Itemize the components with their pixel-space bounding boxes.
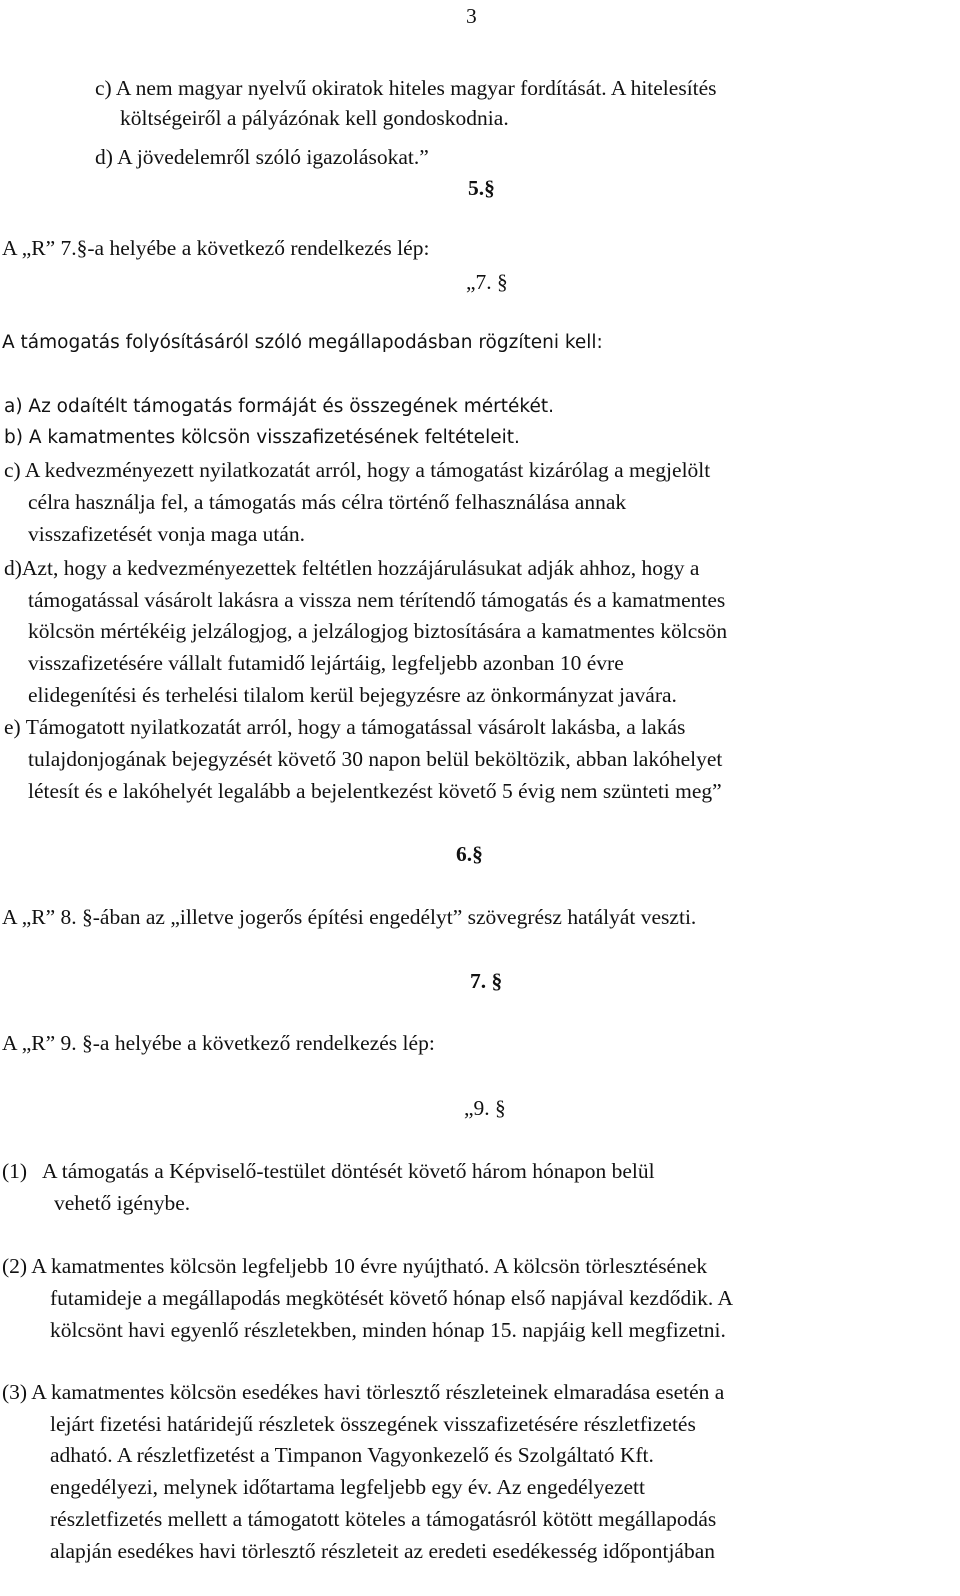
- list-item-d-line5: elidegenítési és terhelési tilalom kerül bejegyzésre az önkormányzat javára.: [28, 683, 677, 707]
- list-item-d-line4: visszafizetésére vállalt futamidő lejártáig, legfeljebb azonban 10 évre: [28, 651, 624, 675]
- list-item-e-line2: tulajdonjogának bejegyzését követő 30 napon belül beköltözik, abban lakóhelyet: [28, 747, 723, 771]
- clause-2-line3: kölcsönt havi egyenlő részletekben, minden hónap 15. napjáig kell megfizetni.: [50, 1318, 726, 1342]
- text-line-intro: A támogatás folyósításáról szóló megállapodásban rögzíteni kell:: [2, 332, 603, 353]
- text-line-c2: költségeiről a pályázónak kell gondoskodnia.: [120, 106, 509, 130]
- section-heading-6: 6.§: [456, 842, 483, 866]
- list-item-e-line1: e) Támogatott nyilatkozatát arról, hogy a támogatással vásárolt lakásba, a lakás: [4, 715, 686, 739]
- clause-3-line2: lejárt fizetési határidejű részletek összegének visszafizetésére részletfizetés: [50, 1412, 696, 1436]
- page-number: 3: [466, 4, 477, 28]
- paragraph-heading-9: „9. §: [464, 1096, 506, 1120]
- list-item-b: b) A kamatmentes kölcsön visszafizetésének feltételeit.: [4, 427, 520, 448]
- section-heading-7: 7. §: [470, 969, 503, 993]
- clause-1-line2: vehető igénybe.: [54, 1191, 191, 1215]
- list-item-d-line2: támogatással vásárolt lakásra a vissza nem térítendő támogatás és a kamatmentes: [28, 588, 726, 612]
- clause-2-line1: (2) A kamatmentes kölcsön legfeljebb 10 évre nyújtható. A kölcsön törlesztésének: [2, 1254, 708, 1278]
- list-item-a: a) Az odaítélt támogatás formáját és összegének mértékét.: [4, 396, 554, 417]
- clause-3-line1: (3) A kamatmentes kölcsön esedékes havi törlesztő részleteinek elmaradása esetén a: [2, 1380, 725, 1404]
- list-item-c-line3: visszafizetését vonja maga után.: [28, 522, 306, 546]
- clause-1-line1: (1) A támogatás a Képviselő-testület döntését követő három hónapon belül: [2, 1159, 655, 1183]
- section-heading-5: 5.§: [468, 176, 495, 200]
- text-line-c1: c) A nem magyar nyelvű okiratok hiteles magyar fordítását. A hitelesítés: [95, 76, 717, 100]
- text-line-r7: A „R” 7.§-a helyébe a következő rendelkezés lép:: [2, 236, 430, 260]
- clause-3-line5: részletfizetés mellett a támogatott köteles a támogatásról kötött megállapodás: [50, 1507, 717, 1531]
- text-line-r9: A „R” 9. §-a helyébe a következő rendelkezés lép:: [2, 1031, 435, 1055]
- list-item-e-line3: létesít és e lakóhelyét legalább a bejelentkezést követő 5 évig nem szünteti meg”: [28, 779, 722, 803]
- clause-3-line6: alapján esedékes havi törlesztő részleteit az eredeti esedékesség időpontjában: [50, 1539, 716, 1563]
- clause-2-line2: futamideje a megállapodás megkötését követő hónap első napjával kezdődik. A: [50, 1286, 734, 1310]
- list-item-c-line2: célra használja fel, a támogatás más célra történő felhasználása annak: [28, 490, 627, 514]
- list-item-d-line1: d)Azt, hogy a kedvezményezettek feltétlen hozzájárulásukat adják ahhoz, hogy a: [4, 556, 700, 580]
- paragraph-heading-7: „7. §: [466, 270, 508, 294]
- text-line-r8: A „R” 8. §-ában az „illetve jogerős építési engedélyt” szövegrész hatályát veszti.: [2, 905, 697, 929]
- list-item-d-line3: kölcsön mértékéig jelzálogjog, a jelzálogjog biztosítására a kamatmentes kölcsön: [28, 619, 728, 643]
- list-item-c-line1: c) A kedvezményezett nyilatkozatát arról, hogy a támogatást kizárólag a megjelölt: [4, 458, 711, 482]
- clause-3-line3: adható. A részletfizetést a Timpanon Vagyonkezelő és Szolgáltató Kft.: [50, 1443, 654, 1467]
- clause-3-line4: engedélyezi, melynek időtartama legfeljebb egy év. Az engedélyezett: [50, 1475, 645, 1499]
- text-line-d1: d) A jövedelemről szóló igazolásokat.”: [95, 145, 429, 169]
